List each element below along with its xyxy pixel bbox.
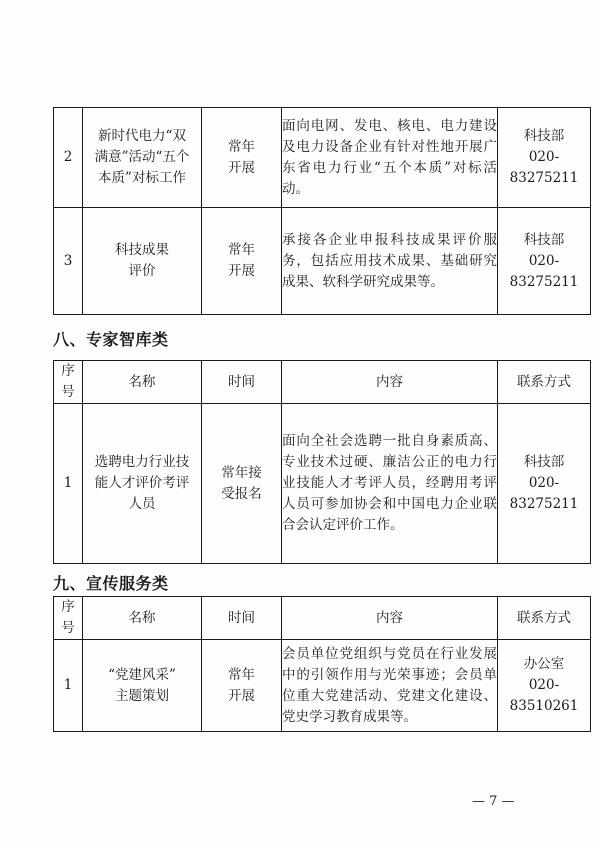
header-name: 名称 xyxy=(83,361,202,404)
item-contact xyxy=(498,404,591,564)
item-contact xyxy=(498,108,591,208)
item-name: 新时代电力“双 满意”活动“五个 本质”对标工作 xyxy=(83,108,202,208)
header-contact: 联系方式 xyxy=(498,597,591,640)
row-number: 1 xyxy=(54,640,83,732)
contact-department: 科技部 xyxy=(523,454,565,470)
item-content: 会员单位党组织与党员在行业发展中的引领作用与光荣事迹；会员单位重大党建活动、党建文化建设、党史学习教育成果等。 xyxy=(282,640,498,732)
contact-phone: 020-83275211 xyxy=(509,252,579,290)
header-content: 内容 xyxy=(282,597,498,640)
table-row xyxy=(54,404,591,564)
service-table-continued xyxy=(53,107,591,315)
row-number: 1 xyxy=(54,404,83,564)
item-content: 面向全社会选聘一批自身素质高、专业技术过硬、廉洁公正的电力行业技能人才考评人员，经聘用考评人员可参加协会和中国电力企业联合会认定评价工作。 xyxy=(282,404,498,564)
contact-department: 科技部 xyxy=(523,231,565,248)
contact-phone: 020-83275211 xyxy=(509,149,579,186)
header-time: 时间 xyxy=(202,597,282,640)
publicity-services-table xyxy=(53,596,591,732)
item-content: 承接各企业申报科技成果评价服务，包括应用技术成果、基础研究成果、软科学研究成果等。 xyxy=(282,208,498,315)
table-header-row xyxy=(54,597,591,640)
section-title-publicity-services: 九、宣传服务类 xyxy=(53,574,169,593)
item-name: 选聘电力行业技 能人才评价考评 人员 xyxy=(83,404,202,564)
header-num: 序 号 xyxy=(54,597,83,640)
expert-think-tank-table xyxy=(53,360,591,564)
row-number: 3 xyxy=(54,208,83,315)
contact-department: 科技部 xyxy=(523,128,565,144)
contact-phone: 020-83510261 xyxy=(509,677,579,714)
item-name: “党建风采” 主题策划 xyxy=(83,640,202,732)
header-num: 序 号 xyxy=(54,361,83,404)
table-row xyxy=(54,640,591,732)
header-contact: 联系方式 xyxy=(498,361,591,404)
row-number: 2 xyxy=(54,108,83,208)
section-title-expert-think-tank: 八、专家智库类 xyxy=(53,330,169,349)
header-content: 内容 xyxy=(282,361,498,404)
item-contact xyxy=(498,208,591,315)
item-time: 常年 开展 xyxy=(202,208,282,315)
contact-phone: 020-83275211 xyxy=(509,475,579,512)
item-time: 常年接 受报名 xyxy=(202,404,282,564)
item-name: 科技成果 评价 xyxy=(83,208,202,315)
table-row xyxy=(54,208,591,315)
item-content: 面向电网、发电、核电、电力建设及电力设备企业有针对性地开展广东省电力行业“五个本质”对标活动。 xyxy=(282,108,498,208)
page-number: — 7 — xyxy=(472,794,515,809)
header-time: 时间 xyxy=(202,361,282,404)
header-name: 名称 xyxy=(83,597,202,640)
table-header-row xyxy=(54,361,591,404)
item-time: 常年 开展 xyxy=(202,108,282,208)
item-time: 常年 开展 xyxy=(202,640,282,732)
table-row xyxy=(54,108,591,208)
item-contact xyxy=(498,640,591,732)
contact-department: 办公室 xyxy=(523,656,565,672)
